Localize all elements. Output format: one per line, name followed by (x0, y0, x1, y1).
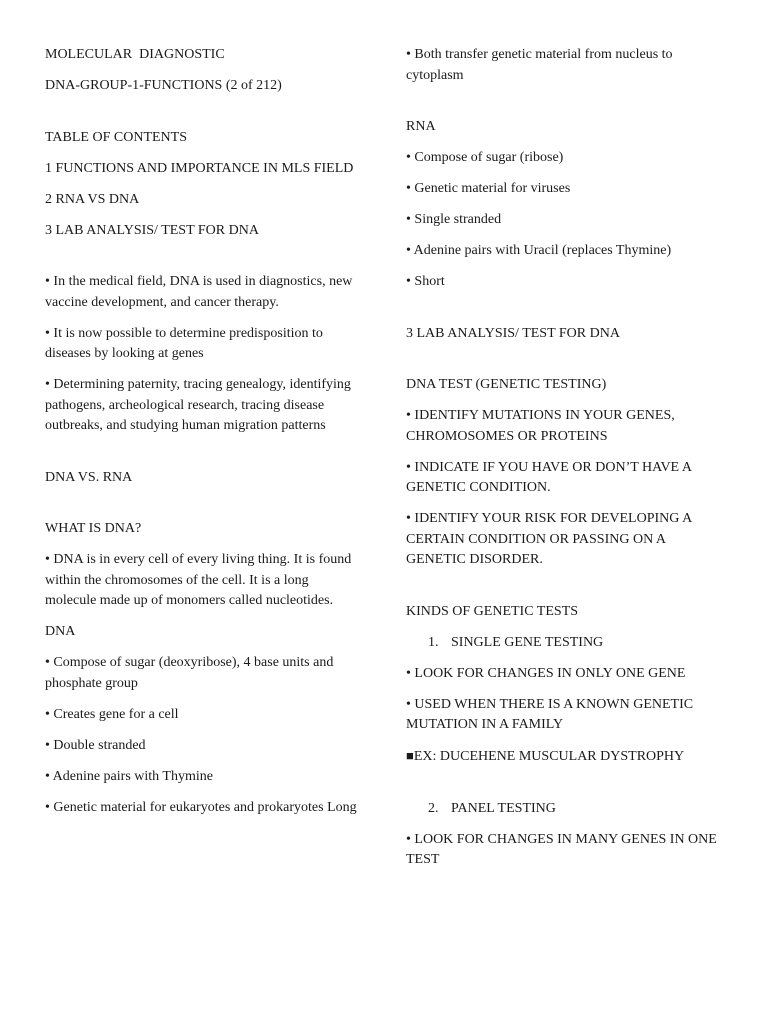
dna-item-5: • Genetic material for eukaryotes and prokaryotes Long (45, 799, 357, 815)
dna-heading: DNA (45, 624, 76, 639)
rna-item-4: • Adenine pairs with Uracil (replaces Thymine) (406, 243, 672, 258)
toc-item-1: 1 FUNCTIONS AND IMPORTANCE IN MLS FIELD (45, 160, 354, 176)
numbered-item-2-label: PANEL TESTING (451, 800, 556, 816)
rna-item-3: • Single stranded (406, 212, 502, 227)
what-is-dna-text: • DNA is in every cell of every living thing. It is found within the chromosomes of the cell. It is a long molecule made up of monomers called nucleotides. (45, 552, 352, 608)
document-subtitle: DNA-GROUP-1-FUNCTIONS (2 of 212) (45, 78, 282, 93)
single-gene-example (406, 746, 726, 768)
both-transfer-item: • Both transfer genetic material from nucleus to cytoplasm (406, 47, 673, 83)
dna-test-heading: DNA TEST (GENETIC TESTING) (406, 377, 607, 392)
numbered-item-1 (406, 633, 726, 654)
dna-item-4: • Adenine pairs with Thymine (45, 768, 213, 784)
rna-item-5: • Short (406, 274, 445, 289)
left-column (45, 45, 363, 829)
dna-test-item-1: • IDENTIFY MUTATIONS IN YOUR GENES, CHROMOSOMES OR PROTEINS (406, 408, 675, 444)
rna-heading: RNA (406, 119, 436, 134)
single-gene-item-1: • LOOK FOR CHANGES IN ONLY ONE GENE (406, 665, 686, 681)
numbered-item-1-label: SINGLE GENE TESTING (451, 634, 604, 650)
panel-testing-item-1: • LOOK FOR CHANGES IN MANY GENES IN ONE TEST (406, 831, 717, 867)
dna-item-1: • Compose of sugar (deoxyribose), 4 base units and phosphate group (45, 655, 334, 691)
numbered-item-2 (406, 799, 726, 820)
dna-test-item-3: • IDENTIFY YOUR RISK FOR DEVELOPING A CERTAIN CONDITION OR PASSING ON A GENETIC DISORDER. (406, 511, 692, 567)
lab-analysis-heading: 3 LAB ANALYSIS/ TEST FOR DNA (406, 325, 620, 341)
right-column (406, 45, 726, 881)
document-title: MOLECULAR DIAGNOSTIC (45, 47, 225, 62)
functions-item-2: • It is now possible to determine predisposition to diseases by looking at genes (45, 325, 323, 361)
functions-item-3: • Determining paternity, tracing genealogy, identifying pathogens, archeological research, tracing disease outbreaks, and studying human migration patterns (45, 377, 351, 433)
functions-item-1: • In the medical field, DNA is used in diagnostics, new vaccine development, and cancer therapy. (45, 274, 353, 310)
toc-item-3: 3 LAB ANALYSIS/ TEST FOR DNA (45, 222, 259, 238)
rna-item-2: • Genetic material for viruses (406, 181, 571, 196)
dna-item-3: • Double stranded (45, 737, 146, 753)
numbered-item-1-number: 1. (428, 634, 439, 650)
toc-item-2: 2 RNA VS DNA (45, 191, 140, 207)
dna-test-item-2: • INDICATE IF YOU HAVE OR DON’T HAVE A GENETIC CONDITION. (406, 459, 692, 495)
single-gene-example-text: EX: DUCEHENE MUSCULAR DYSTROPHY (413, 749, 685, 764)
kinds-of-tests-heading: KINDS OF GENETIC TESTS (406, 603, 579, 619)
square-bullet-icon: ■ (406, 748, 414, 763)
toc-heading: TABLE OF CONTENTS (45, 129, 187, 145)
dna-vs-rna-heading: DNA VS. RNA (45, 469, 133, 485)
rna-item-1: • Compose of sugar (ribose) (406, 150, 564, 165)
dna-item-2: • Creates gene for a cell (45, 706, 179, 722)
what-is-dna-heading: WHAT IS DNA? (45, 521, 142, 536)
single-gene-item-2: • USED WHEN THERE IS A KNOWN GENETIC MUTATION IN A FAMILY (406, 696, 694, 732)
numbered-item-2-number: 2. (428, 800, 439, 816)
